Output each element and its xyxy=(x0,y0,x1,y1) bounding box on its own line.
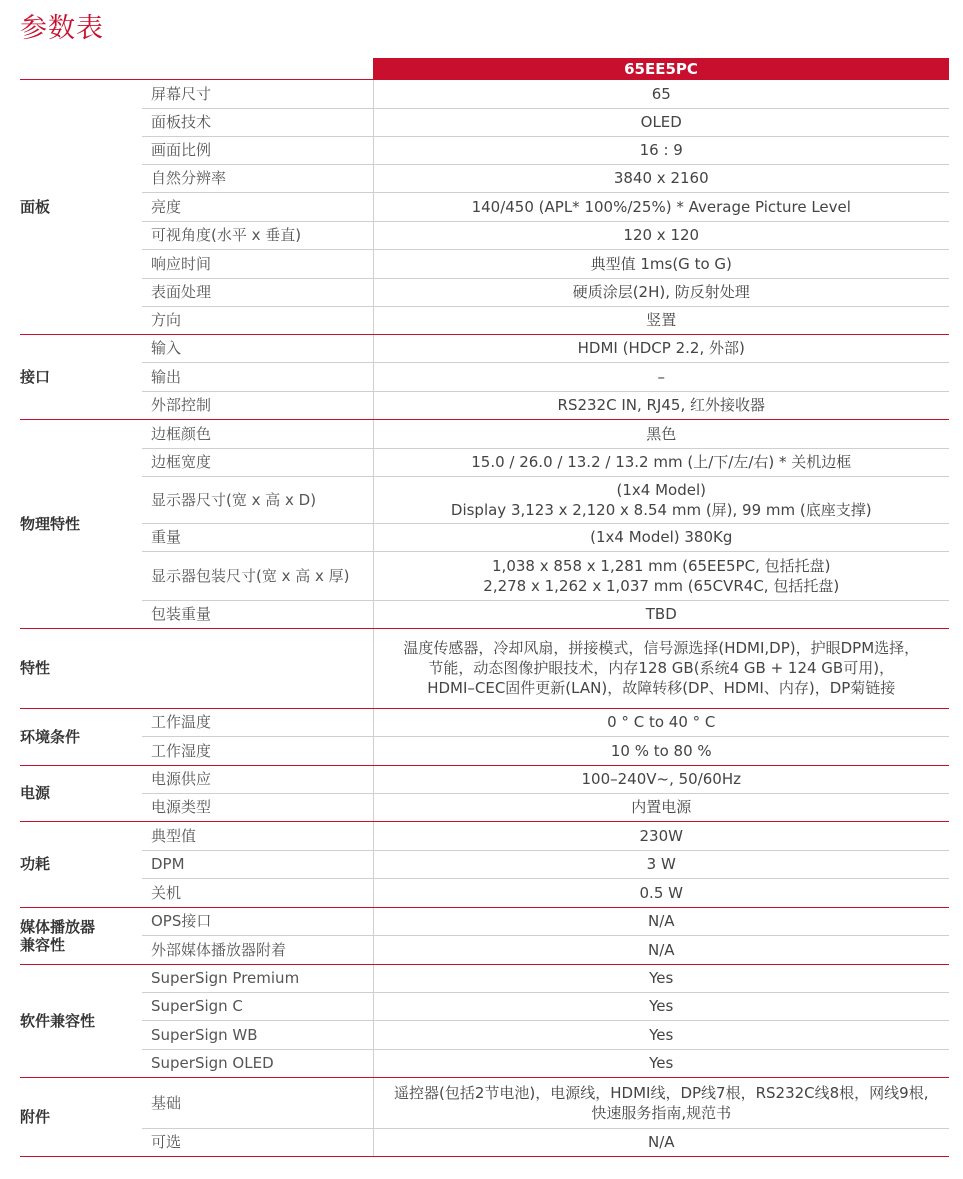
spec-value: N/A xyxy=(647,1133,675,1151)
spec-value: 遥控器(包括2节电池)，电源线，HDMI线，DP线7根，RS232C线8根，网线9根, xyxy=(394,1083,929,1102)
spec-value-cell xyxy=(373,523,949,551)
category-label: 环境条件 xyxy=(20,727,81,746)
spec-value: 快速服务指南,规范书 xyxy=(591,1103,732,1122)
category-cell xyxy=(20,821,142,907)
table-row xyxy=(20,964,949,992)
category-label: 面板 xyxy=(20,197,51,216)
category-label: 物理特性 xyxy=(20,514,81,533)
spec-value-cell xyxy=(373,1020,949,1049)
spec-value: 3 W xyxy=(646,855,676,873)
category-cell xyxy=(20,80,142,334)
spec-value-cell xyxy=(373,964,949,992)
spec-label: 响应时间 xyxy=(142,249,373,278)
table-row xyxy=(20,992,949,1020)
spec-value: 100–240V~, 50/60Hz xyxy=(581,770,741,788)
spec-value: 140/450 (APL* 100%/25%) * Average Picture Level xyxy=(471,197,851,216)
table-row xyxy=(20,708,949,736)
table-row xyxy=(20,850,949,878)
table-row xyxy=(20,765,949,793)
table-row xyxy=(20,136,949,164)
table-row xyxy=(20,935,949,964)
category-label: 附件 xyxy=(20,1107,51,1126)
spec-value-cell xyxy=(373,935,949,964)
table-row xyxy=(20,821,949,850)
spec-label: SuperSign Premium xyxy=(142,964,373,992)
spec-value-cell xyxy=(373,192,949,221)
spec-value-cell xyxy=(373,448,949,476)
spec-value-cell xyxy=(373,221,949,249)
category-label: 特性 xyxy=(20,659,51,677)
spec-value: 120 x 120 xyxy=(623,226,700,244)
spec-value: 230W xyxy=(639,826,683,845)
spec-value: 16 : 9 xyxy=(639,141,683,159)
spec-value: 节能，动态图像护眼技术，内存128 GB(系统4 GB + 124 GB可用)， xyxy=(428,659,895,677)
spec-value: 3840 x 2160 xyxy=(613,169,709,187)
category-label: 功耗 xyxy=(20,855,51,873)
spec-value: RS232C IN, RJ45, 红外接收器 xyxy=(557,396,765,414)
spec-label: 自然分辨率 xyxy=(142,164,373,192)
table-row xyxy=(20,108,949,136)
spec-value-cell xyxy=(373,1077,949,1128)
spec-table xyxy=(20,80,949,1157)
spec-value: HDMI (HDCP 2.2, 外部) xyxy=(577,339,745,357)
spec-value-cell xyxy=(373,551,949,600)
spec-label: DPM xyxy=(142,850,373,878)
spec-label: 显示器包装尺寸(宽 x 高 x 厚) xyxy=(142,551,373,600)
table-row xyxy=(20,736,949,765)
spec-value: 黑色 xyxy=(646,424,677,443)
spec-value: 0.5 W xyxy=(639,883,683,902)
spec-value-cell xyxy=(373,476,949,523)
category-cell xyxy=(20,1077,142,1156)
spec-label: 电源供应 xyxy=(142,765,373,793)
page-title: 参数表 xyxy=(20,13,104,44)
spec-value-cell xyxy=(373,821,949,850)
category-label: 电源 xyxy=(20,784,51,802)
category-label: 软件兼容性 xyxy=(20,1011,96,1030)
table-row xyxy=(20,419,949,448)
spec-value: OLED xyxy=(640,113,682,131)
category-label: 接口 xyxy=(20,367,51,386)
spec-value: 65 xyxy=(651,84,671,103)
table-row xyxy=(20,907,949,935)
spec-label: 方向 xyxy=(142,306,373,334)
model-column-header: 65EE5PC xyxy=(373,58,949,80)
spec-label: 亮度 xyxy=(142,192,373,221)
spec-value: (1x4 Model) xyxy=(616,480,706,499)
spec-value-cell xyxy=(373,391,949,419)
table-row xyxy=(20,192,949,221)
category-cell xyxy=(20,708,142,765)
spec-value-cell xyxy=(373,907,949,935)
spec-value-cell xyxy=(373,419,949,448)
spec-value: Display 3,123 x 2,120 x 8.54 mm (屏), 99 mm (底座支撑) xyxy=(450,500,872,519)
spec-value: 内置电源 xyxy=(631,798,692,816)
spec-label: 工作温度 xyxy=(142,708,373,736)
spec-value-cell xyxy=(373,793,949,821)
spec-value: 1,038 x 858 x 1,281 mm (65EE5PC, 包括托盘) xyxy=(492,556,831,575)
spec-value-cell xyxy=(373,1128,949,1156)
category-label-line2: 兼容性 xyxy=(20,935,66,954)
table-row xyxy=(20,1077,949,1128)
spec-value: 典型值 1ms(G to G) xyxy=(590,254,732,273)
spec-value: Yes xyxy=(649,969,674,987)
table-row xyxy=(20,878,949,907)
spec-value-cell xyxy=(373,1049,949,1077)
spec-label: 边框宽度 xyxy=(142,448,373,476)
spec-value-cell xyxy=(373,765,949,793)
spec-value-cell xyxy=(373,736,949,765)
spec-label: 显示器尺寸(宽 x 高 x D) xyxy=(142,476,373,523)
spec-label: 边框颜色 xyxy=(142,419,373,448)
table-row xyxy=(20,1020,949,1049)
spec-label: 基础 xyxy=(142,1077,373,1128)
spec-value-cell xyxy=(373,164,949,192)
spec-label: 包装重量 xyxy=(142,600,373,628)
table-row xyxy=(20,80,949,108)
spec-value-cell xyxy=(373,600,949,628)
spec-value: 10 % to 80 % xyxy=(610,741,712,760)
spec-label: 输入 xyxy=(142,334,373,362)
spec-label: 重量 xyxy=(142,523,373,551)
spec-value: 2,278 x 1,262 x 1,037 mm (65CVR4C, 包括托盘) xyxy=(483,576,840,595)
spec-value-cell xyxy=(373,334,949,362)
table-row xyxy=(20,334,949,362)
table-row xyxy=(20,278,949,306)
table-row xyxy=(20,249,949,278)
spec-label: 工作湿度 xyxy=(142,736,373,765)
spec-value: Yes xyxy=(649,1054,674,1072)
spec-value: (1x4 Model) 380Kg xyxy=(590,528,733,546)
spec-value-cell xyxy=(373,850,949,878)
table-row xyxy=(20,164,949,192)
category-cell xyxy=(20,334,142,419)
table-row xyxy=(20,551,949,600)
table-row xyxy=(20,1049,949,1077)
table-row xyxy=(20,362,949,391)
table-row xyxy=(20,1128,949,1156)
spec-value: 0 ° C to 40 ° C xyxy=(607,713,716,731)
spec-label: 表面处理 xyxy=(142,278,373,306)
table-row xyxy=(20,628,949,708)
spec-label: SuperSign WB xyxy=(142,1020,373,1049)
spec-value: – xyxy=(657,367,665,386)
spec-value: 硬质涂层(2H), 防反射处理 xyxy=(572,283,750,301)
spec-label: OPS接口 xyxy=(142,907,373,935)
spec-value: 温度传感器，冷却风扇，拼接模式，信号源选择(HDMI,DP)，护眼DPM选择， xyxy=(403,639,920,657)
category-label: 媒体播放器 xyxy=(20,917,96,936)
spec-label xyxy=(142,628,373,708)
spec-value-cell xyxy=(373,278,949,306)
spec-value-cell xyxy=(373,362,949,391)
spec-label: 输出 xyxy=(142,362,373,391)
spec-label: 典型值 xyxy=(142,821,373,850)
table-row xyxy=(20,391,949,419)
spec-label: 画面比例 xyxy=(142,136,373,164)
spec-value: N/A xyxy=(647,912,675,930)
table-row xyxy=(20,600,949,628)
table-row xyxy=(20,793,949,821)
spec-value-cell xyxy=(373,249,949,278)
spec-label: 可选 xyxy=(142,1128,373,1156)
table-row xyxy=(20,221,949,249)
spec-value: N/A xyxy=(647,940,675,959)
table-row xyxy=(20,448,949,476)
spec-value-cell xyxy=(373,136,949,164)
spec-value-cell xyxy=(373,708,949,736)
spec-value: HDMI–CEC固件更新(LAN)，故障转移(DP、HDMI、内存)，DP菊链接 xyxy=(427,679,896,697)
category-cell xyxy=(20,907,142,964)
spec-value: Yes xyxy=(649,997,674,1015)
category-cell xyxy=(20,964,142,1077)
spec-label: 外部控制 xyxy=(142,391,373,419)
table-row xyxy=(20,476,949,523)
spec-label: 关机 xyxy=(142,878,373,907)
category-cell xyxy=(20,419,142,628)
table-row xyxy=(20,306,949,334)
table-row xyxy=(20,523,949,551)
spec-label: 外部媒体播放器附着 xyxy=(142,935,373,964)
spec-value-cell xyxy=(373,628,949,708)
spec-value: 15.0 / 26.0 / 13.2 / 13.2 mm (上/下/左/右) * 关机边框 xyxy=(471,453,852,471)
spec-value-cell xyxy=(373,108,949,136)
category-cell xyxy=(20,765,142,821)
spec-label: 可视角度(水平 x 垂直) xyxy=(142,221,373,249)
spec-label: SuperSign OLED xyxy=(142,1049,373,1077)
spec-value: Yes xyxy=(649,1025,674,1044)
spec-label: 电源类型 xyxy=(142,793,373,821)
spec-value: TBD xyxy=(645,605,677,623)
spec-value-cell xyxy=(373,878,949,907)
spec-value-cell xyxy=(373,80,949,108)
spec-label: 面板技术 xyxy=(142,108,373,136)
spec-label: SuperSign C xyxy=(142,992,373,1020)
spec-value-cell xyxy=(373,992,949,1020)
category-cell xyxy=(20,628,142,708)
spec-value-cell xyxy=(373,306,949,334)
spec-label: 屏幕尺寸 xyxy=(142,80,373,108)
spec-value: 竖置 xyxy=(646,311,677,329)
